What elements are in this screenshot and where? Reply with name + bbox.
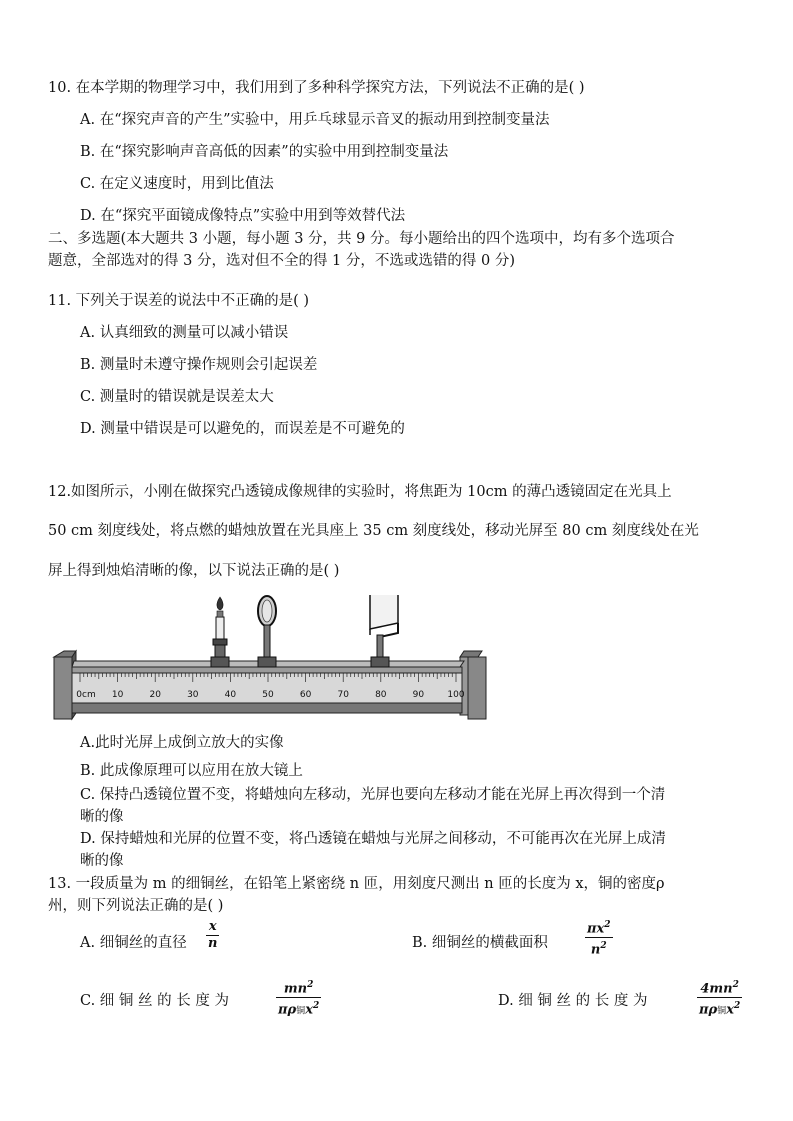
- ruler-label: 40: [224, 690, 237, 700]
- q13-option-c-denominator: πρ: [278, 1002, 297, 1018]
- q10-option-a: A. 在“探究声音的产生”实验中，用乒乓球显示音叉的振动用到控制变量法: [80, 112, 550, 128]
- q13-option-a-numerator: x: [208, 919, 217, 934]
- q13-option-d-numerator: 4mn: [700, 981, 733, 997]
- q10-option-b: B. 在“探究影响声音高低的因素”的实验中用到控制变量法: [80, 144, 449, 160]
- q11-option-b: B. 测量时未遵守操作规则会引起误差: [80, 357, 318, 373]
- candle-flame-icon: [217, 597, 223, 610]
- q12-stem-line2: 50 cm 刻度线处，将点燃的蜡烛放置在光具座上 35 cm 刻度线处，移动光屏至 80 cm 刻度线处在光: [48, 523, 699, 539]
- q13-option-d-fraction: $4mn^2$ πρ铜$x^2$: [699, 980, 741, 1018]
- light-screen: [370, 595, 398, 667]
- ruler-label-0: 0cm: [76, 690, 96, 700]
- q13-option-a-fraction: [206, 919, 219, 952]
- q13-option-c-fraction: $mn^2$ πρ铜$x^2$: [278, 980, 320, 1018]
- q13-option-d-denominator: πρ: [699, 1002, 718, 1018]
- ruler-label: 50: [262, 690, 274, 700]
- ruler-label: 100: [447, 690, 465, 700]
- candle: [211, 597, 229, 667]
- q13-option-d-text: D. 细 铜 丝 的 长 度 为: [498, 993, 648, 1009]
- bench-bottom: [72, 703, 462, 713]
- q13-option-b-text: B. 细铜丝的横截面积: [412, 935, 548, 951]
- q12-option-a: A.此时光屏上成倒立放大的实像: [80, 735, 284, 751]
- ruler-label: 60: [299, 690, 312, 700]
- ruler-label: 10: [111, 690, 124, 700]
- q13-option-a-denominator: n: [208, 936, 218, 951]
- q12-option-d: D. 保持蜡烛和光屏的位置不变，将凸透镜在蜡烛与光屏之间移动，不可能再次在光屏上成清: [80, 831, 666, 847]
- q13-stem-line1: 13. 一段质量为 m 的细铜丝，在铅笔上紧密绕 n 匝，用刻度尺测出 n 匝的长度为 x，铜的密度ρ: [48, 876, 665, 892]
- optical-bench-figure: [52, 595, 492, 723]
- q13-option-c-numerator: mn: [283, 981, 308, 997]
- ruler-label: 70: [337, 690, 349, 700]
- q12-option-c-cont: 晰的像: [80, 809, 124, 825]
- q13-stem-line2: 州，则下列说法正确的是( ): [48, 898, 224, 914]
- q11-option-d: D. 测量中错误是可以避免的，而误差是不可避免的: [80, 421, 405, 437]
- ruler-label: 80: [375, 690, 387, 700]
- convex-lens: [258, 596, 276, 667]
- q12-stem-line1: 12.如图所示，小刚在做探究凸透镜成像规律的实验时，将焦距为 10cm 的薄凸透镜固定在光具上: [48, 484, 672, 500]
- q11-stem: 11. 下列关于误差的说法中不正确的是( ): [48, 293, 310, 309]
- ruler-label: 20: [149, 690, 161, 700]
- q13-option-b-numerator: πx: [587, 921, 605, 937]
- q11-option-a: A. 认真细致的测量可以减小错误: [80, 325, 289, 341]
- section-2-header-line1: 二、多选题(本大题共 3 小题，每小题 3 分，共 9 分。每小题给出的四个选项中，均有多个选项合: [48, 231, 675, 247]
- q13-option-a-text: A. 细铜丝的直径: [80, 935, 187, 951]
- q11-option-c: C. 测量时的错误就是误差太大: [80, 389, 274, 405]
- q12-stem-line3: 屏上得到烛焰清晰的像，以下说法正确的是( ): [48, 563, 340, 579]
- q10-option-c: C. 在定义速度时，用到比值法: [80, 176, 274, 192]
- q13-option-c-text: C. 细 铜 丝 的 长 度 为: [80, 993, 229, 1009]
- q12-option-b: B. 此成像原理可以应用在放大镜上: [80, 763, 303, 779]
- q10-option-d: D. 在“探究平面镜成像特点”实验中用到等效替代法: [80, 208, 406, 224]
- section-2-header-line2: 题意，全部选对的得 3 分，选对但不全的得 1 分，不选或选错的得 0 分): [48, 253, 515, 269]
- q13-option-b-fraction: $\pi x^2$ $n^2$: [587, 920, 611, 958]
- q10-stem: 10. 在本学期的物理学习中，我们用到了多种科学探究方法，下列说法不正确的是( ): [48, 80, 585, 96]
- ruler-label: 30: [187, 690, 199, 700]
- bench-rail-body: [72, 667, 462, 673]
- q13-option-b-denominator: n: [590, 942, 601, 958]
- q12-option-d-cont: 晰的像: [80, 853, 124, 869]
- q12-option-c: C. 保持凸透镜位置不变，将蜡烛向左移动，光屏也要向左移动才能在光屏上再次得到一个清: [80, 787, 666, 803]
- ruler-label: 90: [412, 690, 425, 700]
